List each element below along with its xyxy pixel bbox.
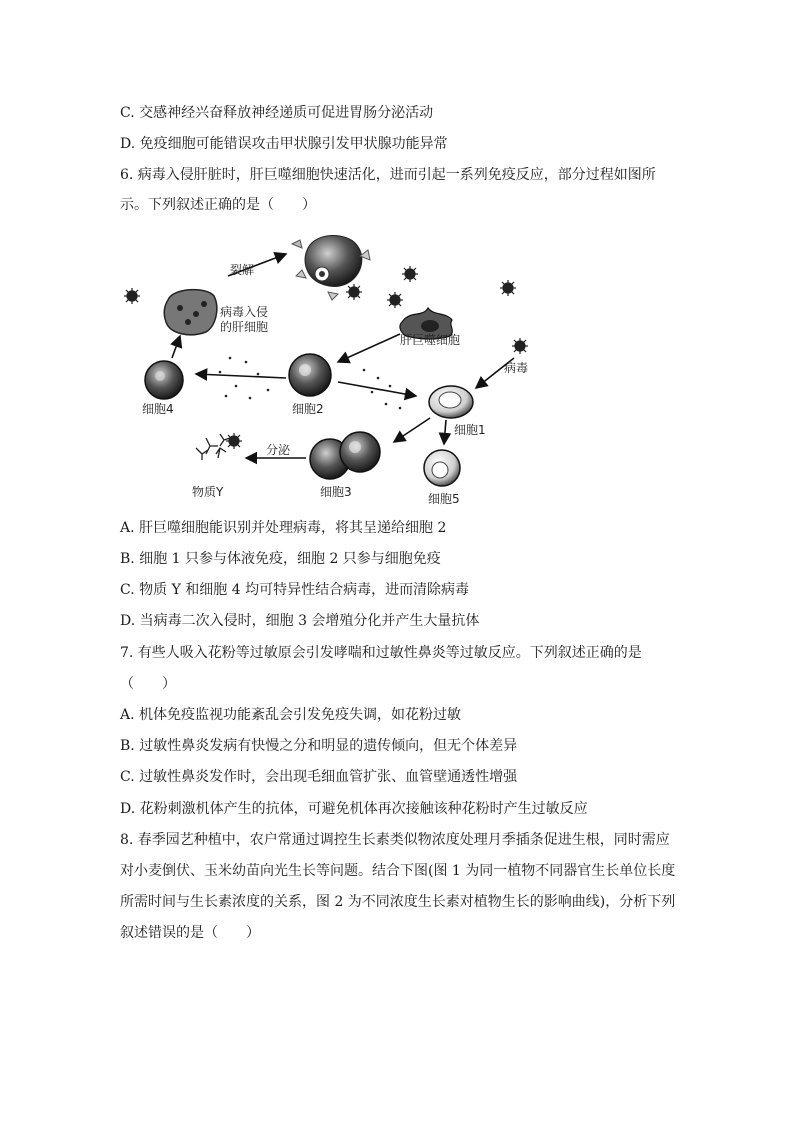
q6-stem-line2: 示。下列叙述正确的是（ ） (120, 197, 316, 213)
label-cell5: 细胞5 (428, 492, 460, 506)
label-substance-y: 物质Y (192, 485, 224, 499)
q7-stem-line2: （ ） (120, 676, 176, 692)
virus-icon (124, 288, 140, 304)
label-cell3: 细胞3 (320, 485, 352, 499)
cell-1-icon (429, 386, 473, 418)
arrow-cell2-to-cell4 (196, 374, 286, 378)
cell-5-icon (424, 450, 460, 486)
q7-option-c: C. 过敏性鼻炎发作时，会出现毛细血管扩张、血管壁通透性增强 (120, 769, 518, 785)
q7-option-b: B. 过敏性鼻炎发病有快慢之分和明显的遗传倾向，但无个体差异 (120, 738, 518, 754)
arrow-macrophage-to-cell2 (338, 334, 400, 362)
q8-stem-line1: 8. 春季园艺种植中，农户常通过调控生长素类似物浓度处理月季插条促进生根，同时需应 (120, 832, 670, 848)
virus-icon (500, 280, 516, 296)
label-infected-line1: 病毒入侵 (220, 305, 269, 319)
label-virus: 病毒 (504, 361, 529, 375)
immune-response-figure (110, 222, 550, 510)
label-cell4: 细胞4 (142, 402, 174, 416)
virus-icon (226, 433, 242, 449)
arrow-cell1-to-cell5 (444, 420, 446, 444)
q8-stem-line4: 叙述错误的是（ ） (120, 925, 260, 941)
cell-2-icon (289, 354, 331, 396)
label-macrophage: 肝巨噬细胞 (400, 333, 461, 347)
antibody-icon (196, 434, 230, 460)
q6-option-c: C. 物质 Y 和细胞 4 均可特异性结合病毒，进而清除病毒 (120, 582, 470, 598)
q6-option-d: D. 当病毒二次入侵时，细胞 3 会增殖分化并产生大量抗体 (120, 613, 480, 629)
virus-icon (387, 292, 403, 308)
q8-stem-line3: 所需时间与生长素浓度的关系，图 2 为不同浓度生长素对植物生长的影响曲线)，分析下列 (120, 894, 676, 910)
cell-4-icon (145, 361, 183, 399)
label-cell2: 细胞2 (292, 402, 324, 416)
q7-option-d: D. 花粉刺激机体产生的抗体，可避免机体再次接触该种花粉时产生过敏反应 (120, 801, 588, 817)
virus-icon (402, 266, 418, 282)
label-infected-line2: 的肝细胞 (220, 320, 269, 334)
q6-option-b: B. 细胞 1 只参与体液免疫，细胞 2 只参与细胞免疫 (120, 551, 441, 567)
virus-icon (512, 338, 528, 354)
label-lysis: 裂解 (230, 263, 255, 277)
arrow-cell1-to-cell3 (394, 418, 430, 442)
virus-icon (346, 284, 362, 300)
q5-option-c: C. 交感神经兴奋释放神经递质可促进胃肠分泌活动 (120, 105, 434, 121)
q7-stem-line1: 7. 有些人吸入花粉等过敏原会引发哮喘和过敏性鼻炎等过敏反应。下列叙述正确的是 (120, 645, 642, 661)
q5-option-d: D. 免疫细胞可能错误攻击甲状腺引发甲状腺功能异常 (120, 136, 448, 152)
q8-stem-line2: 对小麦倒伏、玉米幼苗向光生长等问题。结合下图(图 1 为同一植物不同器官生长单位长度 (120, 863, 676, 879)
cell-3-icon (310, 432, 380, 479)
arrow-cell2-to-cell1 (338, 382, 416, 396)
q6-option-a: A. 肝巨噬细胞能识别并处理病毒，将其呈递给细胞 2 (120, 520, 447, 536)
label-cell1: 细胞1 (454, 423, 486, 437)
q6-stem-line1: 6. 病毒入侵肝脏时，肝巨噬细胞快速活化，进而引起一系列免疫反应，部分过程如图所 (120, 167, 656, 183)
label-secrete: 分泌 (266, 443, 291, 457)
arrow-cell4-to-infected (172, 336, 180, 358)
q7-option-a: A. 机体免疫监视功能紊乱会引发免疫失调，如花粉过敏 (120, 707, 462, 723)
infected-liver-cell-icon (164, 290, 217, 335)
